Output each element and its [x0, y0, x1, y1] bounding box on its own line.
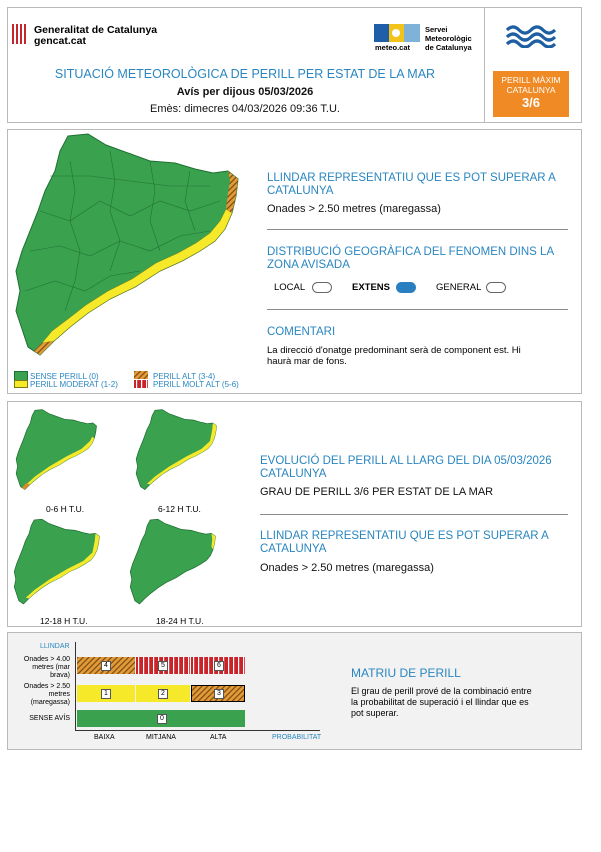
page-title: SITUACIÓ METEOROLÒGICA DE PERILL PER ESTAT DE LA MAR — [54, 67, 436, 81]
row1-label-2: metres (mar — [32, 664, 70, 671]
badge-label-2: CATALUNYA — [506, 85, 556, 95]
gencat-name: Generalitat de Catalunya — [34, 24, 158, 36]
cell-r2c3-value: 3 — [214, 689, 224, 699]
distribution-heading-2: ZONA AVISADA — [267, 259, 350, 271]
row2-label-2: metres — [48, 691, 70, 698]
legend-veryhigh-label: PERILL MOLT ALT (5-6) — [153, 380, 239, 389]
badge-value: 3/6 — [521, 95, 541, 110]
matrix-desc-1: El grau de perill prové de la combinació entre — [351, 686, 532, 696]
period-label-1: 0-6 H T.U. — [46, 504, 85, 514]
period-label-3: 12-18 H T.U. — [40, 616, 88, 626]
matrix-y-axis — [75, 642, 76, 730]
threshold-heading-2: CATALUNYA — [267, 185, 334, 197]
col-label-3: ALTA — [210, 734, 227, 741]
comment-heading: COMENTARI — [267, 326, 336, 338]
period-label-2: 6-12 H T.U. — [158, 504, 201, 514]
prob-label: PROBABILITAT — [272, 734, 322, 741]
avis-date: Avís per dijous 05/03/2026 — [176, 86, 314, 98]
toggle-extens-switch[interactable] — [396, 282, 416, 293]
map-0-6 — [14, 403, 99, 498]
servei-name-2: Meteorològic — [425, 34, 472, 43]
row3-label: SENSE AVÍS — [29, 715, 70, 722]
badge-label-1: PERILL MÀXIM — [501, 75, 561, 85]
waves-icon — [505, 22, 557, 48]
distribution-heading-1: DISTRIBUCIÓ GEOGRÀFICA DEL FENOMEN DINS LA — [267, 246, 555, 258]
threshold-heading-1: LLINDAR REPRESENTATIU QUE ES POT SUPERAR A — [267, 172, 556, 184]
max-danger-badge — [493, 71, 569, 117]
legend-moderate-swatch — [14, 380, 28, 388]
matrix-x-axis — [75, 730, 320, 731]
divider — [267, 229, 568, 230]
evolution-heading-2: CATALUNYA — [260, 468, 327, 480]
cell-r3-value: 0 — [157, 714, 167, 724]
legend-moderate-label: PERILL MODERAT (1-2) — [30, 380, 118, 389]
cell-r1c1-value: 4 — [101, 661, 111, 671]
toggle-extens-label: EXTENS — [352, 282, 391, 293]
servei-name-3: de Catalunya — [425, 43, 472, 52]
divider — [260, 514, 568, 515]
gencat-flag-icon — [12, 24, 28, 44]
row2-label-1: Onades > 2.50 — [23, 683, 70, 690]
matrix-desc-3: pot superar. — [351, 708, 399, 718]
row1-label-3: brava) — [50, 672, 70, 679]
evolution-grade: GRAU DE PERILL 3/6 PER ESTAT DE LA MAR — [260, 486, 494, 498]
cell-r2c1-value: 1 — [101, 689, 111, 699]
matrix-llindar-title: LLINDAR — [40, 643, 70, 650]
period-label-4: 18-24 H T.U. — [156, 616, 204, 626]
comment-text-2: haurà mar de fons. — [267, 356, 347, 367]
row2-label-3: (maregassa) — [30, 699, 70, 706]
matrix-title: MATRIU DE PERILL — [351, 666, 461, 680]
toggle-general-switch[interactable] — [486, 282, 506, 293]
legend-veryhigh-swatch — [134, 380, 148, 388]
map-12-18 — [12, 515, 102, 610]
cell-r1c3-value: 6 — [214, 661, 224, 671]
legend-high-label: PERILL ALT (3-4) — [153, 372, 216, 381]
toggle-general-label: GENERAL — [436, 282, 482, 293]
map-18-24 — [128, 515, 218, 610]
row1-label-1: Onades > 4.00 — [23, 656, 70, 663]
catalonia-main-map — [10, 131, 245, 363]
cell-r1c2-value: 5 — [158, 661, 168, 671]
legend-safe-label: SENSE PERILL (0) — [30, 372, 99, 381]
emes-date: Emès: dimecres 04/03/2026 09:36 T.U. — [150, 103, 340, 115]
gencat-url: gencat.cat — [34, 35, 86, 47]
col-label-2: MITJANA — [146, 734, 176, 741]
divider — [267, 309, 568, 310]
threshold2-heading-2: CATALUNYA — [260, 543, 327, 555]
legend-high-swatch — [134, 371, 148, 379]
threshold2-value: Onades > 2.50 metres (maregassa) — [260, 562, 434, 574]
threshold2-heading-1: LLINDAR REPRESENTATIU QUE ES POT SUPERAR A — [260, 530, 549, 542]
servei-name-1: Servei — [425, 25, 448, 34]
col-label-1: BAIXA — [94, 734, 115, 741]
meteo-logo-icon — [374, 24, 420, 42]
matrix-desc-2: la probabilitat de superació i el llindar que es — [351, 697, 529, 707]
toggle-local-switch[interactable] — [312, 282, 332, 293]
map-6-12 — [134, 403, 219, 498]
cell-r2c2-value: 2 — [158, 689, 168, 699]
comment-text-1: La direcció d'onatge predominant serà de component est. Hi — [267, 345, 521, 356]
threshold-value: Onades > 2.50 metres (maregassa) — [267, 203, 441, 215]
evolution-heading-1: EVOLUCIÓ DEL PERILL AL LLARG DEL DIA 05/03/2026 — [260, 455, 552, 467]
toggle-local-label: LOCAL — [274, 282, 306, 293]
meteo-logo-text: meteo.cat — [375, 43, 411, 52]
